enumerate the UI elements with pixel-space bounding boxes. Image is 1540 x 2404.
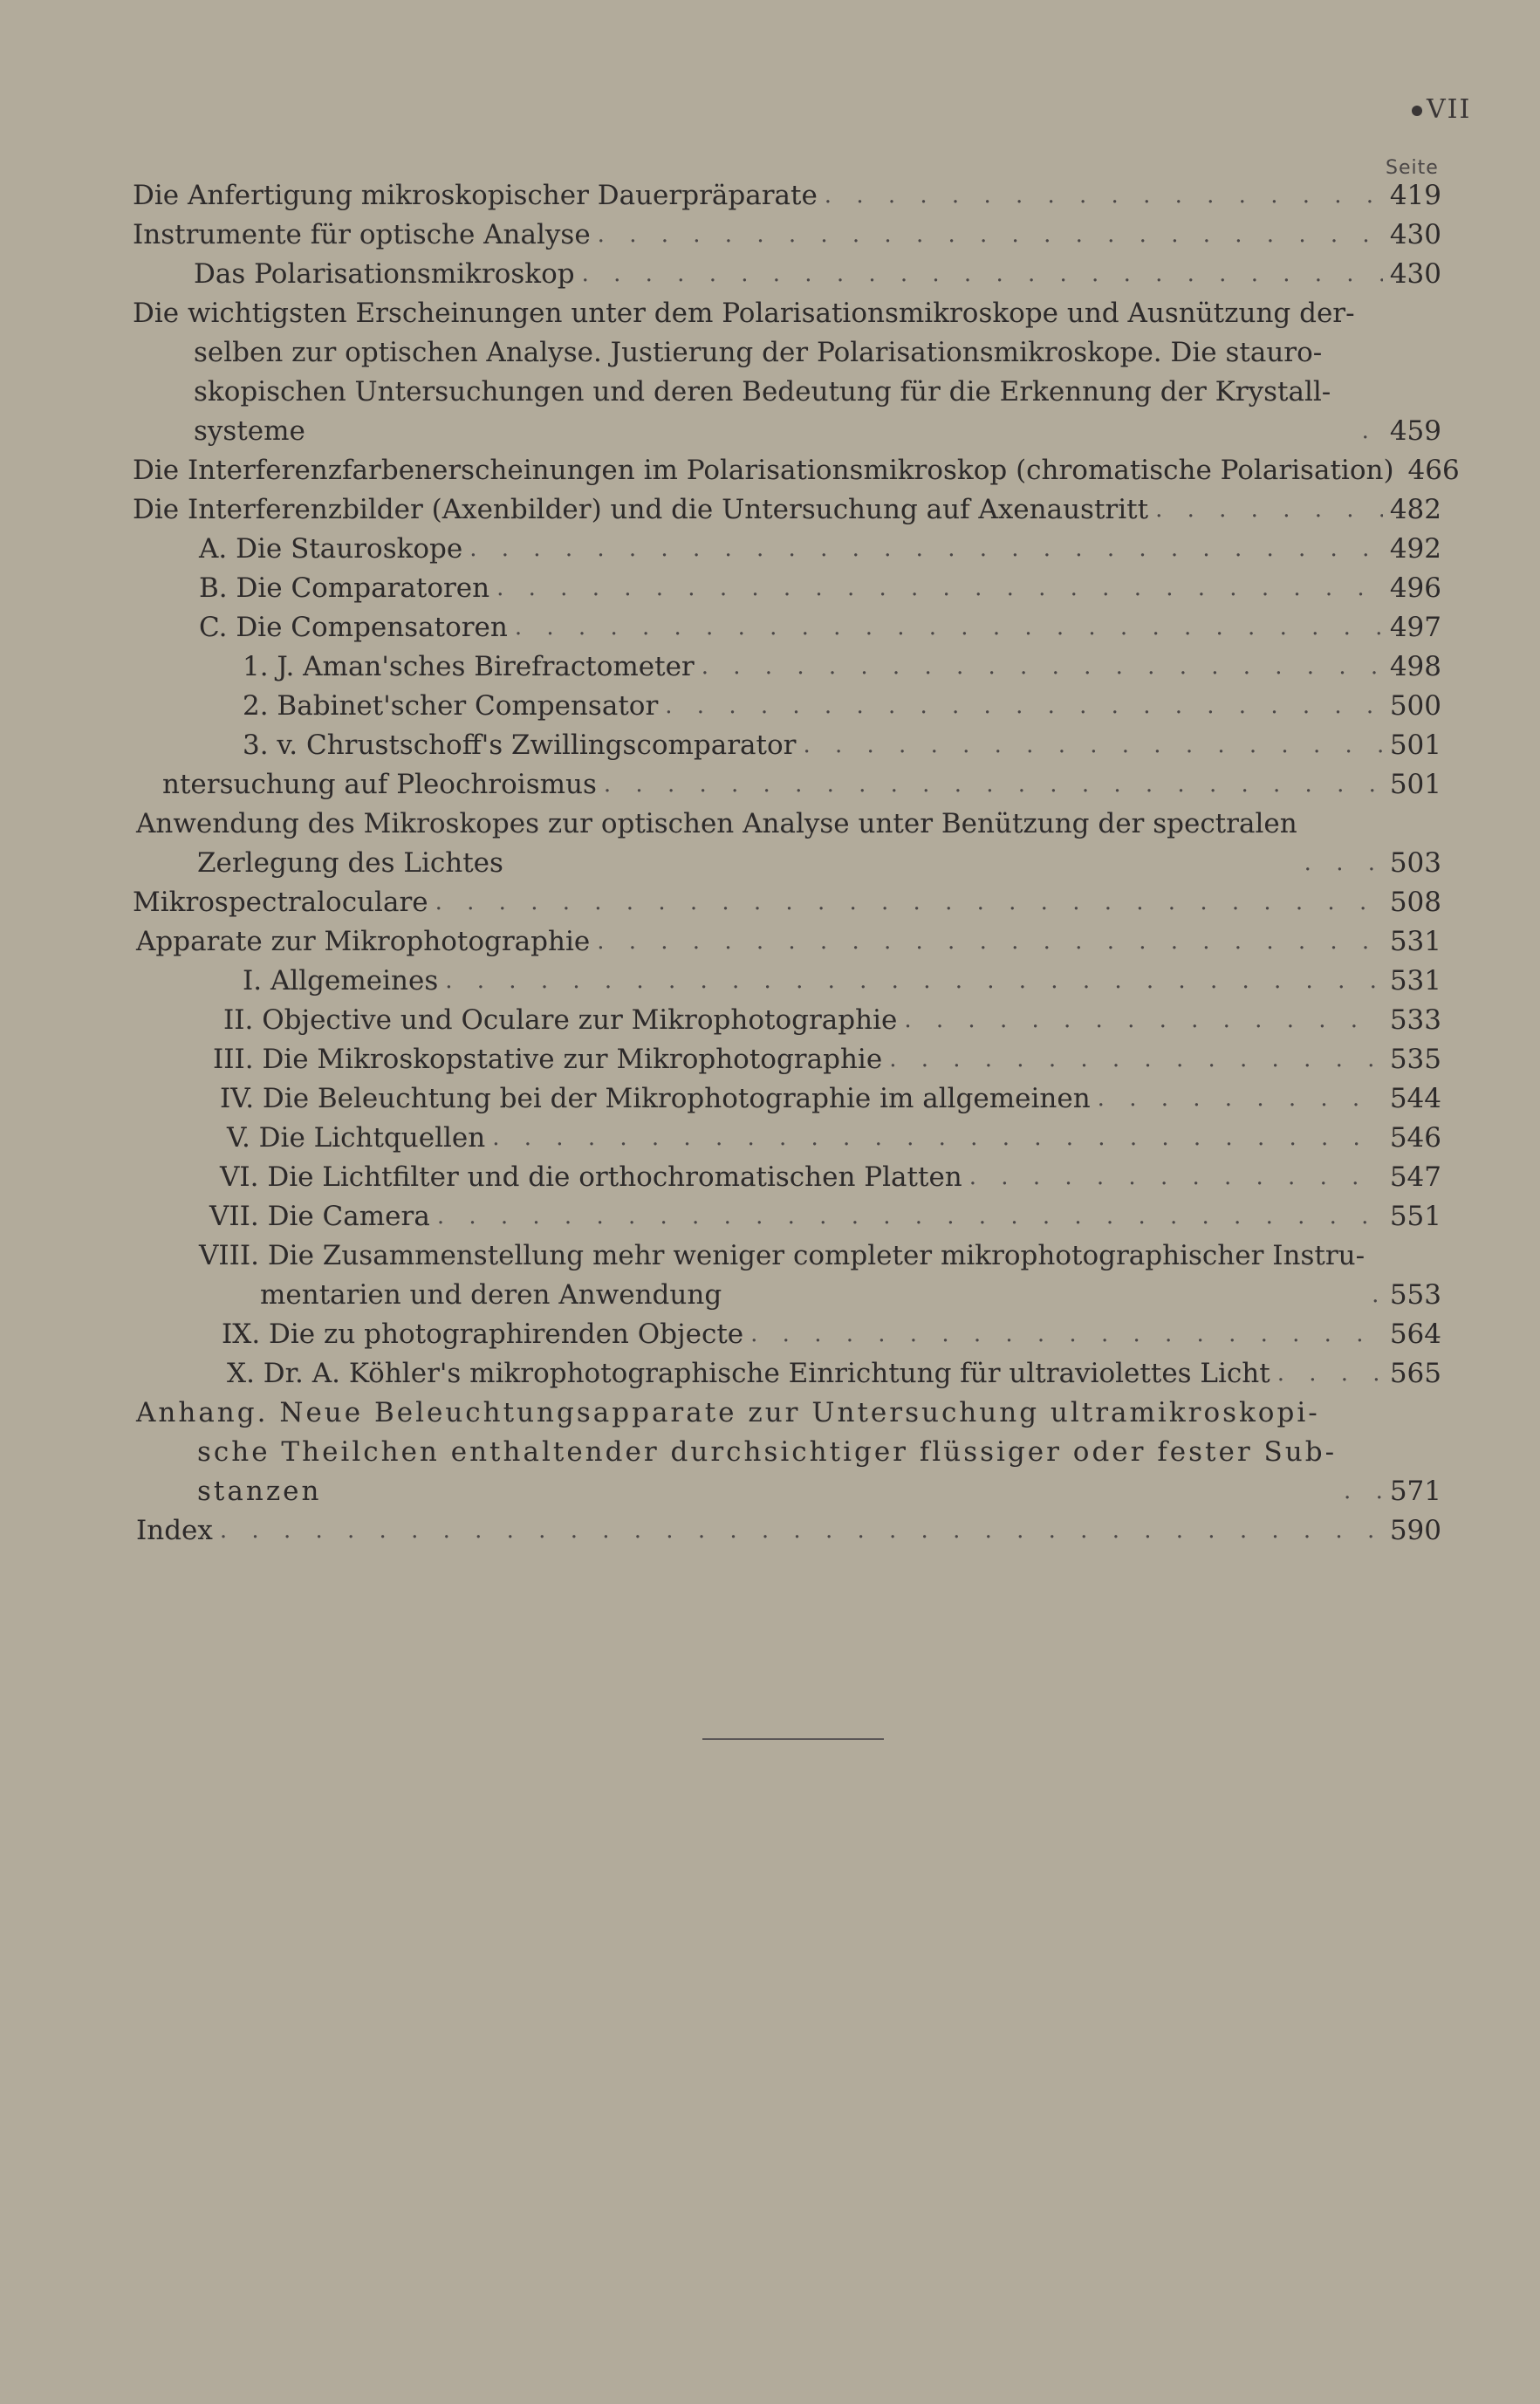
toc-entry <box>133 726 1441 765</box>
toc-entry <box>133 1079 1441 1119</box>
toc-page-number: 492 <box>1389 533 1441 565</box>
toc-page-number: 500 <box>1389 690 1441 722</box>
dot-leader <box>1362 412 1383 451</box>
toc-entry <box>133 216 1441 255</box>
dot-leader <box>904 1001 1382 1040</box>
dot-leader <box>515 608 1383 647</box>
toc-entry-title: Instrumente für optische Analyse <box>133 219 591 250</box>
table-of-contents <box>133 176 1460 1551</box>
toc-entry <box>133 1315 1441 1354</box>
toc-page-number: 531 <box>1389 926 1441 957</box>
dot-leader <box>445 962 1383 1001</box>
toc-page-number: 496 <box>1389 572 1441 604</box>
toc-entry-title: VII. Die Camera <box>209 1201 430 1232</box>
dot-leader <box>1155 490 1383 530</box>
seite-label: Seite <box>1386 157 1439 179</box>
toc-page-number: 501 <box>1389 729 1441 761</box>
toc-page-number: 547 <box>1389 1161 1441 1193</box>
toc-page-number: 546 <box>1389 1122 1441 1154</box>
toc-entry-title: B. Die Comparatoren <box>199 572 490 604</box>
dot-leader <box>220 1511 1383 1551</box>
toc-entry-line: mentarien und deren Anwendung <box>260 1279 722 1311</box>
toc-entry <box>133 1119 1441 1158</box>
toc-entry-title: X. Dr. A. Köhler's mikrophotographische Einrichtung für ultraviolettes Licht <box>227 1358 1270 1389</box>
toc-entry-line: Zerlegung des Lichtes <box>197 847 503 879</box>
toc-entry <box>133 687 1441 726</box>
dot-leader <box>969 1158 1383 1197</box>
dot-leader <box>492 1119 1383 1158</box>
toc-entry-line: sche Theilchen enthaltender durchsichtiger flüssiger oder fester Sub- <box>197 1436 1338 1468</box>
page-number-text: VII <box>1427 94 1472 125</box>
toc-entry-title: Apparate zur Mikrophotographie <box>136 926 591 957</box>
toc-entry <box>133 176 1441 216</box>
toc-page-number: 419 <box>1389 180 1441 211</box>
toc-entry-title: VI. Die Lichtfilter und die orthochromatischen Platten <box>220 1161 962 1193</box>
toc-page-number: 508 <box>1389 887 1441 918</box>
toc-page-number: 459 <box>1389 415 1441 447</box>
toc-entry-title <box>136 1394 1337 1511</box>
toc-entry-title: V. Die Lichtquellen <box>227 1122 486 1154</box>
toc-entry-line: VIII. Die Zusammenstellung mehr weniger completer mikrophotographischer Instru- <box>199 1240 1365 1271</box>
dot-leader <box>598 216 1383 255</box>
dot-leader <box>597 922 1383 962</box>
toc-entry <box>133 1197 1441 1236</box>
toc-entry <box>133 1001 1441 1040</box>
toc-entry-title: I. Allgemeines <box>243 965 439 997</box>
dot-leader <box>437 1197 1383 1236</box>
toc-entry <box>133 490 1441 530</box>
dot-leader <box>435 883 1383 922</box>
toc-entry <box>133 569 1441 608</box>
toc-entry-line: Anhang. Neue Beleuchtungsapparate zur Untersuchung ultramikroskopi- <box>136 1397 1320 1428</box>
dot-leader <box>604 765 1383 805</box>
ink-dot-icon <box>1412 106 1422 116</box>
toc-entry-title: ntersuchung auf Pleochroismus <box>162 769 597 800</box>
toc-entry <box>133 255 1441 294</box>
toc-entry-title: II. Objective und Oculare zur Mikrophotographie <box>223 1004 898 1036</box>
dot-leader <box>803 726 1382 765</box>
toc-entry-title: 1. J. Aman'sches Birefractometer <box>243 651 695 682</box>
toc-page-number: 430 <box>1389 219 1441 250</box>
toc-page-number: 430 <box>1389 258 1441 290</box>
dot-leader <box>469 530 1383 569</box>
toc-entry-title: 3. v. Chrustschoff's Zwillingscomparator <box>243 729 797 761</box>
dot-leader <box>1344 1472 1383 1511</box>
dot-leader <box>1098 1079 1383 1119</box>
toc-entry-title: Index <box>136 1515 213 1546</box>
toc-page-number: 535 <box>1389 1044 1441 1075</box>
toc-entry-title <box>199 1236 1365 1315</box>
dot-leader <box>582 255 1383 294</box>
dot-leader <box>889 1040 1383 1079</box>
toc-entry <box>133 1158 1441 1197</box>
toc-entry <box>133 962 1441 1001</box>
toc-entry-title: Die Anfertigung mikroskopischer Dauerpräparate <box>133 180 818 211</box>
toc-page-number: 553 <box>1389 1279 1441 1311</box>
dot-leader <box>496 569 1383 608</box>
toc-entry-line: selben zur optischen Analyse. Justierung der Polarisationsmikroskope. Die stauro- <box>194 337 1323 368</box>
toc-entry <box>133 1511 1441 1551</box>
toc-entry <box>133 294 1441 451</box>
toc-entry-line: skopischen Untersuchungen und deren Bedeutung für die Erkennung der Krystall- <box>194 376 1331 408</box>
toc-entry <box>133 805 1441 883</box>
toc-entry-line: Anwendung des Mikroskopes zur optischen Analyse unter Benützung der spectralen <box>136 808 1297 839</box>
toc-entry <box>133 608 1441 647</box>
toc-entry <box>133 451 1460 490</box>
toc-page-number: 564 <box>1389 1318 1441 1350</box>
toc-entry <box>133 530 1441 569</box>
toc-entry-title: IX. Die zu photographirenden Objecte <box>222 1318 744 1350</box>
toc-entry <box>133 1040 1441 1079</box>
dot-leader <box>750 1315 1383 1354</box>
toc-page-number: 466 <box>1407 455 1460 486</box>
dot-leader <box>1304 844 1383 883</box>
toc-entry-title: Das Polarisationsmikroskop <box>194 258 575 290</box>
toc-entry <box>133 765 1441 805</box>
toc-page-number: 590 <box>1389 1515 1441 1546</box>
toc-entry-line: stanzen <box>197 1476 322 1507</box>
toc-page-number: 498 <box>1389 651 1441 682</box>
toc-page-number: 497 <box>1389 612 1441 643</box>
divider-rule <box>702 1738 884 1740</box>
toc-page-number: 571 <box>1389 1476 1441 1507</box>
toc-entry-title <box>133 294 1355 451</box>
toc-page-number: 482 <box>1389 494 1441 525</box>
toc-page-number: 533 <box>1389 1004 1441 1036</box>
toc-entry-line: Die wichtigsten Erscheinungen unter dem Polarisationsmikroskope und Ausnützung der- <box>133 298 1355 329</box>
toc-entry-title: Die Interferenzbilder (Axenbilder) und die Untersuchung auf Axenaustritt <box>133 494 1149 525</box>
toc-page-number: 544 <box>1389 1083 1441 1114</box>
dot-leader <box>1372 1276 1383 1315</box>
toc-entry <box>133 1394 1441 1511</box>
toc-entry-title: 2. Babinet'scher Compensator <box>243 690 659 722</box>
toc-page-number: 565 <box>1389 1358 1441 1389</box>
toc-entry-title: A. Die Stauroskope <box>199 533 463 565</box>
toc-entry <box>133 1236 1441 1315</box>
toc-entry-title: Die Interferenzfarbenerscheinungen im Polarisationsmikroskop (chromatische Polarisation) <box>133 455 1394 486</box>
toc-page-number: 551 <box>1389 1201 1441 1232</box>
toc-entry-title: III. Die Mikroskopstative zur Mikrophotographie <box>213 1044 883 1075</box>
page-number <box>1412 94 1471 125</box>
toc-page-number: 503 <box>1389 847 1441 879</box>
toc-entry-title <box>136 805 1297 883</box>
toc-page-number: 531 <box>1389 965 1441 997</box>
toc-entry-line: systeme <box>194 415 305 447</box>
toc-entry <box>133 1354 1441 1394</box>
toc-entry-title: C. Die Compensatoren <box>199 612 508 643</box>
toc-entry-title: IV. Die Beleuchtung bei der Mikrophotographie im allgemeinen <box>220 1083 1091 1114</box>
toc-entry <box>133 647 1441 687</box>
dot-leader <box>1277 1354 1383 1394</box>
toc-entry <box>133 922 1441 962</box>
toc-entry <box>133 883 1441 922</box>
dot-leader <box>825 176 1383 216</box>
toc-page-number: 501 <box>1389 769 1441 800</box>
dot-leader <box>702 647 1383 687</box>
toc-entry-title: Mikrospectraloculare <box>133 887 428 918</box>
dot-leader <box>665 687 1383 726</box>
